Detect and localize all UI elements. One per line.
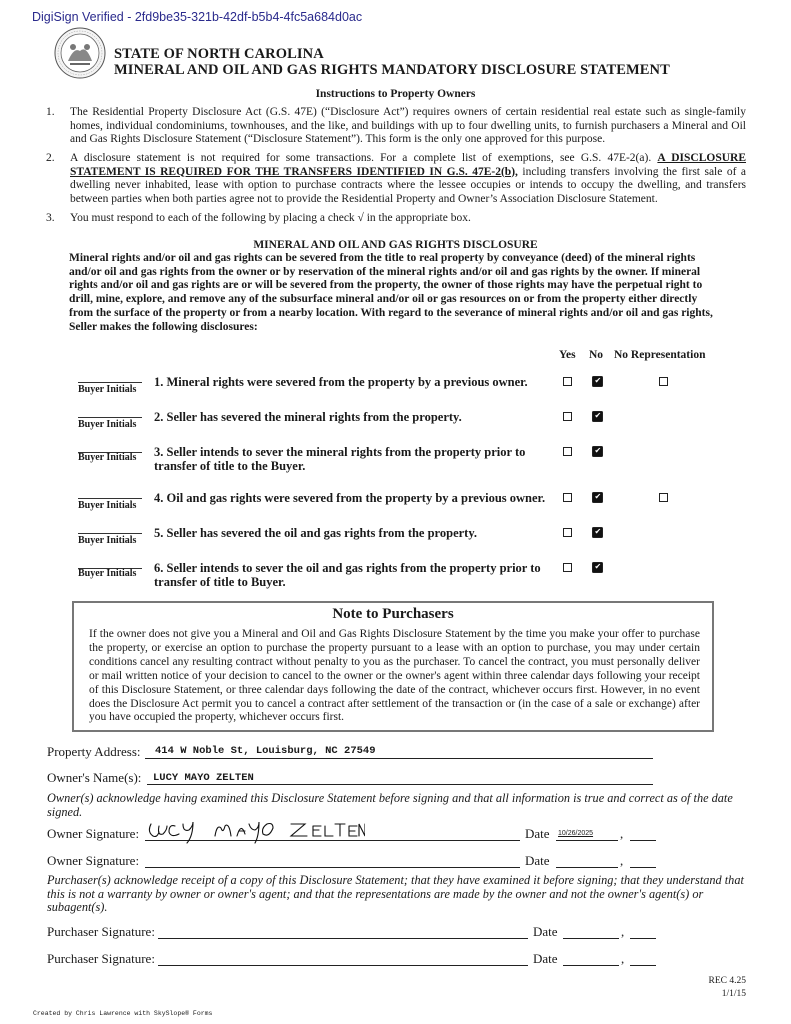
- instruction-number: 1.: [46, 106, 55, 118]
- yes-checkbox[interactable]: [563, 528, 572, 537]
- instruction-text-post: including transfers involving the first sale of a dwelling never inhabited, lease with option to purchase contracts where the lessee occupies or intends to occupy the dwelling, and transfers between parties when both parties agree not to provide the Residential Property and Owner’s Association Disclosure Statement.: [70, 165, 746, 205]
- page-title: [114, 46, 670, 78]
- instruction-text: [70, 152, 746, 206]
- note-body: If the owner does not give you a Mineral and Oil and Gas Rights Disclosure Statement by the time you make your offer to purchase the property, or exercise an option to purchase the property pursuant to a lease with an option to purchase, you may under certain conditions cancel any resulting contract without penalty to you as the purchaser. To cancel the contract, you must personally deliver or mail written notice of your decision to cancel to the owner or the owner's agent within three calendar days following your receipt of this Disclosure Statement, or three calendar days following the date of the contract, whichever occurs first. However, in no event does the Disclosure Act permit you to cancel a contract after settlement of the transaction or (in the case of a sale or exchange) after you have occupied the property, whichever occurs first.: [89, 628, 700, 724]
- instruction-number: 3.: [46, 212, 55, 224]
- question-text: 4. Oil and gas rights were severed from the property by a previous owner.: [154, 491, 546, 505]
- owner-1-date-value: 10/26/2025: [558, 830, 594, 837]
- buyer-initials-field[interactable]: [78, 498, 142, 499]
- no-representation-checkbox[interactable]: [659, 377, 668, 386]
- purchaser-signature-2-field[interactable]: [158, 951, 528, 966]
- buyer-initials-label: Buyer Initials: [78, 419, 137, 430]
- buyer-initials-label: Buyer Initials: [78, 568, 137, 579]
- purchaser-2-year-field[interactable]: [630, 951, 656, 966]
- instructions-heading: Instructions to Property Owners: [315, 88, 476, 100]
- question-text: 5. Seller has severed the oil and gas rights from the property.: [154, 526, 478, 540]
- owner-2-date-field[interactable]: [556, 853, 618, 868]
- owner-1-year-field[interactable]: [630, 826, 656, 841]
- disclosure-question-row: [0, 488, 791, 528]
- no-representation-checkbox[interactable]: [659, 493, 668, 502]
- property-address-field[interactable]: [145, 744, 653, 759]
- buyer-initials-label: Buyer Initials: [78, 500, 137, 511]
- instruction-text: You must respond to each of the following by placing a check √ in the appropriate box.: [70, 212, 471, 224]
- date-label: Date: [525, 853, 550, 868]
- disclosure-question-row: [0, 523, 791, 563]
- purchaser-acknowledgement: Purchaser(s) acknowledge receipt of a copy of this Disclosure Statement; that they have examined it before signing; that they understand that this is not a warranty by owner or owner's agent; and that the representations are made by the owner and not the owner's agent(s) or subagent(s).: [47, 873, 744, 915]
- owner-signature-label: Owner Signature:: [47, 853, 140, 868]
- buyer-initials-label: Buyer Initials: [78, 452, 137, 463]
- owner-acknowledgement: Owner(s) acknowledge having examined this Disclosure Statement before signing and that all information is true and correct as of the date signed.: [47, 791, 733, 819]
- no-checkbox[interactable]: [592, 411, 603, 422]
- owner-signature-1-field[interactable]: [145, 822, 520, 841]
- owner-1-date-field[interactable]: [556, 826, 618, 841]
- owner-names-value: LUCY MAYO ZELTEN: [153, 772, 254, 784]
- date-label: Date: [525, 826, 550, 841]
- purchaser-signature-label: Purchaser Signature:: [47, 924, 155, 939]
- owner-names-field[interactable]: [147, 770, 653, 785]
- buyer-initials-field[interactable]: [78, 382, 142, 383]
- form-code: [709, 975, 746, 1001]
- no-checkbox[interactable]: [592, 446, 603, 457]
- date-label: Date: [533, 924, 558, 939]
- question-text: 6. Seller intends to sever the oil and gas rights from the property prior to transfer of title to Buyer.: [154, 561, 541, 589]
- yes-checkbox[interactable]: [563, 377, 572, 386]
- disclosure-heading: MINERAL AND OIL AND GAS RIGHTS DISCLOSURE: [253, 239, 538, 251]
- disclosure-question-row: [0, 407, 791, 447]
- property-address-label: Property Address:: [47, 744, 141, 759]
- digisign-verification: DigiSign Verified - 2fd9be35-321b-42df-b5b4-4fc5a684d0ac: [32, 10, 363, 24]
- column-header-no-representation: No Representation: [614, 349, 706, 361]
- date-comma: ,: [621, 924, 625, 939]
- no-checkbox[interactable]: [592, 562, 603, 573]
- purchaser-signature-1-field[interactable]: [158, 924, 528, 939]
- question-text: 1. Mineral rights were severed from the property by a previous owner.: [154, 375, 528, 389]
- disclosure-paragraph: Mineral rights and/or oil and gas rights can be severed from the title to real property by conveyance (deed) of the mineral rights and/or oil and gas rights from the owner or by reservation of the mineral rights and/or oil and gas rights by the owner. If mineral rights and/or oil and gas rights are or will be severed from the property, the owner of those rights may have the perpetual right to drill, mine, explore, and remove any of the subsurface mineral and/or oil or gas resources on or from the property either directly from the surface of the property or from a nearby location. With regard to the severance of mineral rights and/or oil and gas rights, Seller makes the following disclosures:: [69, 252, 713, 333]
- buyer-initials-label: Buyer Initials: [78, 535, 137, 546]
- owner-names-label: Owner's Name(s):: [47, 770, 142, 785]
- no-checkbox[interactable]: [592, 492, 603, 503]
- owner-signature-image: [145, 816, 365, 844]
- buyer-initials-label: Buyer Initials: [78, 384, 137, 395]
- form-code-date: 1/1/15: [721, 989, 746, 999]
- nc-state-seal-icon: [54, 27, 106, 79]
- note-to-purchasers-box: [72, 601, 714, 732]
- no-checkbox[interactable]: [592, 527, 603, 538]
- owner-signature-2-field[interactable]: [145, 853, 520, 868]
- instruction-item-3: [46, 212, 746, 226]
- yes-checkbox[interactable]: [563, 447, 572, 456]
- instruction-text: The Residential Property Disclosure Act (G.S. 47E) (“Disclosure Act”) requires owners of certain residential real estate such as single-family homes, individual condominiums, townhouses, and the like, and buildings with up to four dwelling units, to furnish purchasers a Mineral and Oil and Gas Rights Disclosure Statement (“Disclosure Statement”). This form is the only one approved for this purpose.: [70, 106, 746, 146]
- instruction-text-emphasis: A DISCLOSURE STATEMENT IS REQUIRED FOR THE TRANSFERS IDENTIFIED IN G.S. 47E-2(b),: [70, 152, 746, 178]
- purchaser-1-year-field[interactable]: [630, 924, 656, 939]
- property-address-value: 414 W Noble St, Louisburg, NC 27549: [155, 745, 376, 757]
- disclosure-question-row: [0, 372, 791, 412]
- purchaser-1-date-field[interactable]: [563, 924, 619, 939]
- yes-checkbox[interactable]: [563, 493, 572, 502]
- buyer-initials-field[interactable]: [78, 533, 142, 534]
- column-header-no: No: [589, 349, 604, 361]
- date-comma: ,: [620, 853, 624, 868]
- question-text: 3. Seller intends to sever the mineral rights from the property prior to transfer of title to the Buyer.: [154, 445, 526, 473]
- no-checkbox[interactable]: [592, 376, 603, 387]
- disclosure-question-row: [0, 442, 791, 482]
- title-line-form: MINERAL AND OIL AND GAS RIGHTS MANDATORY DISCLOSURE STATEMENT: [114, 62, 670, 78]
- purchaser-signature-label: Purchaser Signature:: [47, 951, 155, 966]
- instruction-item-1: [46, 106, 746, 148]
- question-text: 2. Seller has severed the mineral rights from the property.: [154, 410, 462, 424]
- buyer-initials-field[interactable]: [78, 417, 142, 418]
- yes-checkbox[interactable]: [563, 563, 572, 572]
- created-by-footer: Created by Chris Lawrence with SkySlope® Forms: [33, 1010, 213, 1017]
- owner-2-year-field[interactable]: [630, 853, 656, 868]
- date-label: Date: [533, 951, 558, 966]
- date-comma: ,: [620, 826, 624, 841]
- instruction-number: 2.: [46, 152, 55, 164]
- column-header-yes: Yes: [559, 349, 576, 361]
- note-title: Note to Purchasers: [332, 606, 454, 622]
- form-code-number: REC 4.25: [708, 976, 746, 986]
- instruction-item-2: [46, 152, 746, 208]
- yes-checkbox[interactable]: [563, 412, 572, 421]
- date-comma: ,: [621, 951, 625, 966]
- owner-signature-label: Owner Signature:: [47, 826, 140, 841]
- title-line-state: STATE OF NORTH CAROLINA: [114, 46, 324, 62]
- instruction-text-pre: A disclosure statement is not required for some transactions. For a complete list of exemptions, see G.S. 47E-2(a).: [70, 152, 658, 164]
- disclosure-question-row: [0, 558, 791, 598]
- purchaser-2-date-field[interactable]: [563, 951, 619, 966]
